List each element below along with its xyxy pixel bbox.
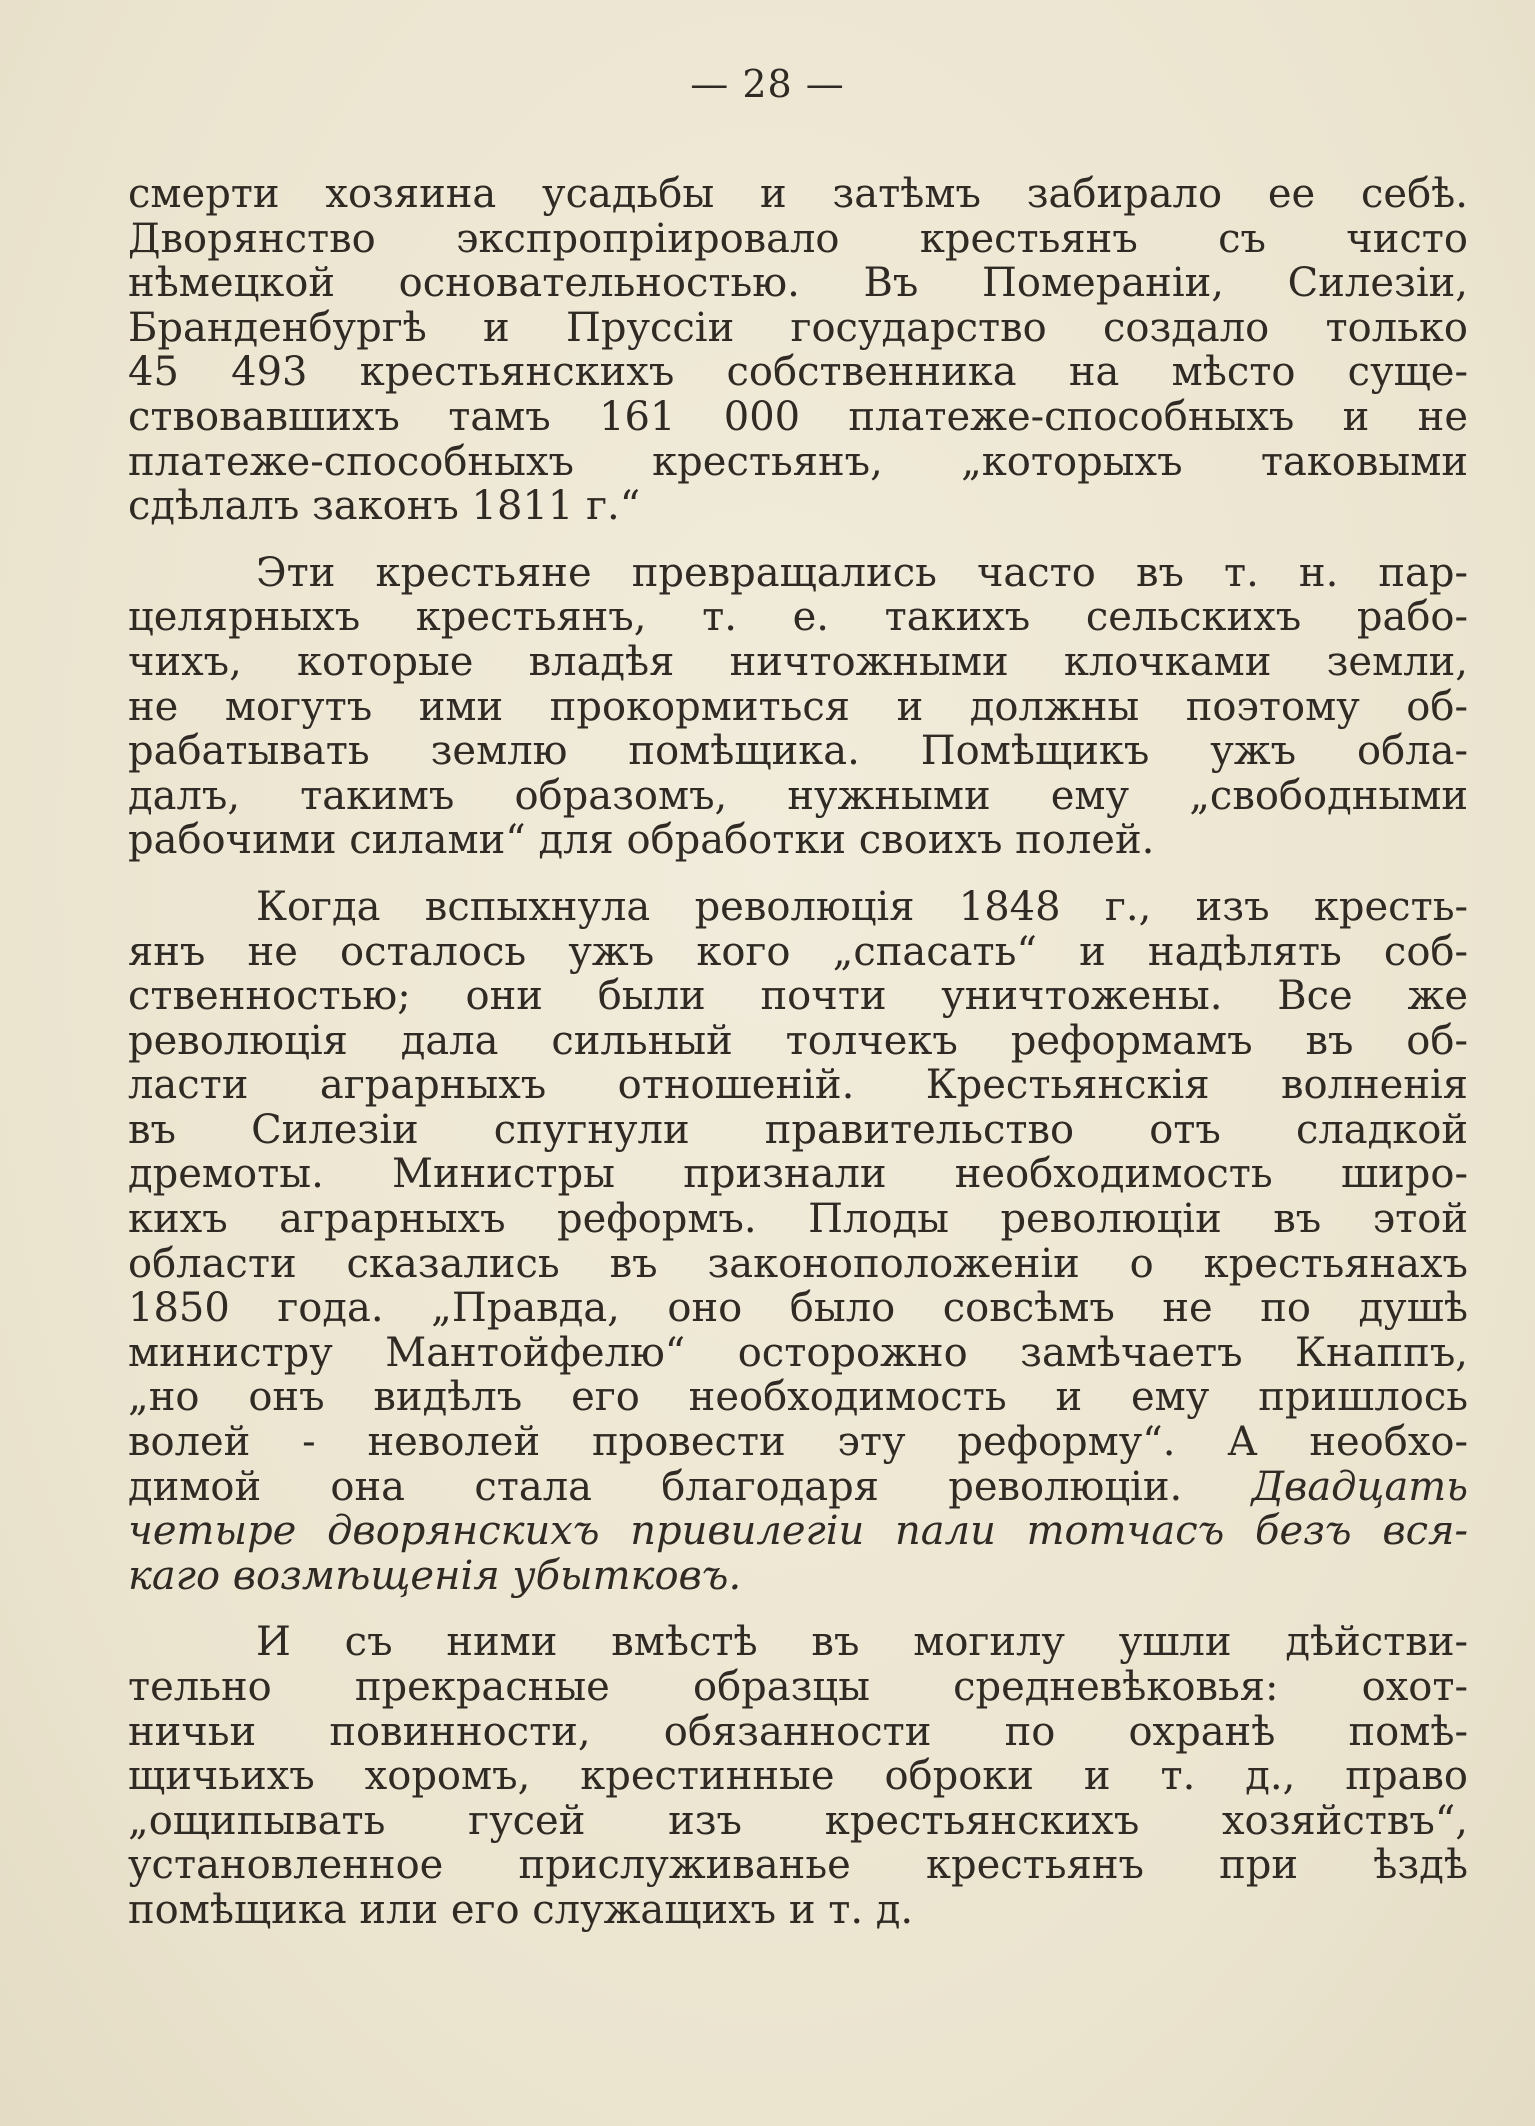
text-line: 45 493 крестьянскихъ собственника на мѣсто суще- <box>128 350 1468 395</box>
paragraph-2 <box>128 551 1468 863</box>
text-line: революція дала сильный толчекъ реформамъ въ об- <box>128 1018 1468 1064</box>
text-line: нѣмецкой основательностью. Въ Помераніи, Силезіи, <box>128 261 1468 306</box>
text-line: „но онъ видѣлъ его необходимость и ему пришлось <box>128 1375 1468 1421</box>
italic-line: каго возмѣщенія убытковъ. <box>128 1553 742 1599</box>
text-line: чихъ, которые владѣя ничтожными клочками земли, <box>128 639 1468 685</box>
text-line: „ощипывать гусей изъ крестьянскихъ хозяйствъ“, <box>128 1798 1468 1844</box>
text-line: волей - неволей провести эту реформу“. А необхо- <box>128 1420 1468 1465</box>
text-line: целярныхъ крестьянъ, т. е. такихъ сельскихъ рабо- <box>128 595 1468 640</box>
text-line: помѣщика или его служащихъ и т. д. <box>128 1887 914 1933</box>
text-segment: димой она стала благодаря революціи. <box>128 1464 1183 1510</box>
text-line: И съ ними вмѣстѣ въ могилу ушли дѣйстви- <box>256 1620 1468 1665</box>
text-line: ничьи повинности, обязанности по охранѣ помѣ- <box>128 1709 1468 1755</box>
paragraph-3 <box>128 885 1468 1599</box>
text-line: установленное прислуживанье крестьянъ при ѣздѣ <box>128 1843 1468 1888</box>
text-line: рабочими силами“ для обработки своихъ полей. <box>128 818 1155 863</box>
text-line: ласти аграрныхъ отношеній. Крестьянскія волненія <box>128 1063 1468 1108</box>
text-line: платеже-способныхъ крестьянъ, „которыхъ таковыми <box>128 439 1468 485</box>
text-line: области сказались въ законоположеніи о крестьянахъ <box>128 1241 1468 1287</box>
text-line: Бранденбургѣ и Пруссіи государство создало только <box>128 305 1468 351</box>
text-line: далъ, такимъ образомъ, нужными ему „свободными <box>128 773 1468 819</box>
text-line: въ Силезіи спугнули правительство отъ сладкой <box>128 1107 1468 1153</box>
body-text <box>128 172 1468 1933</box>
text-line: кихъ аграрныхъ реформъ. Плоды революціи въ этой <box>128 1197 1468 1242</box>
text-line: смерти хозяина усадьбы и затѣмъ забирало ее себѣ. <box>128 172 1468 217</box>
text-line-mixed <box>128 1465 1468 1510</box>
page-number: — 28 — <box>690 62 845 106</box>
text-line: министру Мантойфелю“ осторожно замѣчаетъ Кнаппъ, <box>128 1330 1468 1376</box>
text-line: рабатывать землю помѣщика. Помѣщикъ ужъ обла- <box>128 729 1468 774</box>
text-line: не могутъ ими прокормиться и должны поэтому об- <box>128 684 1468 730</box>
paragraph-1 <box>128 172 1468 529</box>
text-line: щичьихъ хоромъ, крестинные оброки и т. д., право <box>128 1754 1468 1799</box>
text-line: дремоты. Министры признали необходимость широ- <box>128 1152 1468 1198</box>
text-line: ствовавшихъ тамъ 161 000 платеже-способныхъ и не <box>128 394 1468 440</box>
text-line: 1850 года. „Правда, оно было совсѣмъ не по душѣ <box>128 1286 1468 1331</box>
text-line: ственностью; они были почти уничтожены. Все же <box>128 974 1468 1019</box>
text-line: Эти крестьяне превращались часто въ т. н. пар- <box>256 550 1468 596</box>
text-line: тельно прекрасные образцы средневѣковья: охот- <box>128 1665 1468 1710</box>
italic-line: четыре дворянскихъ привилегіи пали тотчасъ безъ вся- <box>128 1509 1468 1554</box>
text-line: Дворянство экспропріировало крестьянъ съ чисто <box>128 216 1468 262</box>
text-line: янъ не осталось ужъ кого „спасать“ и надѣлять соб- <box>128 929 1468 975</box>
italic-segment: Двадцать <box>1251 1464 1468 1510</box>
text-line: сдѣлалъ законъ 1811 г.“ <box>128 484 641 529</box>
text-line: Когда вспыхнула революція 1848 г., изъ кресть- <box>256 884 1468 930</box>
paragraph-4 <box>128 1620 1468 1932</box>
